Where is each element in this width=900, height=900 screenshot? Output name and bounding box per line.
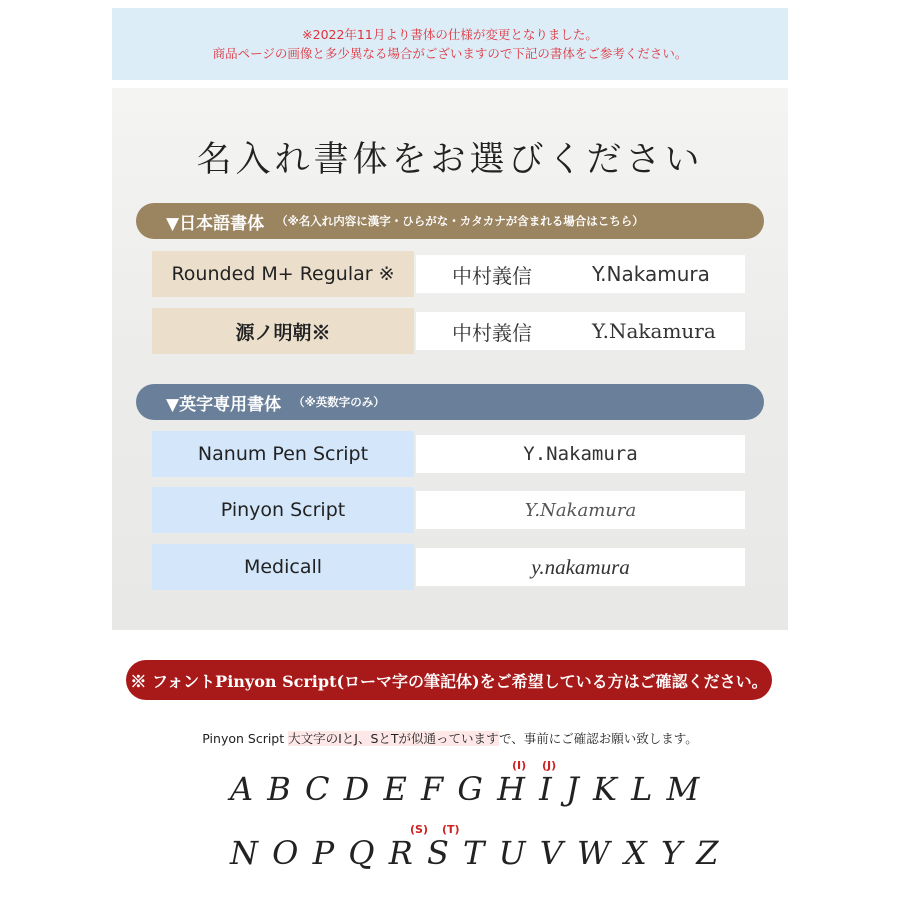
font-sample: Y.Nakamura <box>416 435 745 473</box>
notice-line-1: ※2022年11月より書体の仕様が変更となりました。 <box>302 27 598 42</box>
pinyon-warning-banner: ※ フォントPinyon Script(ローマ字の筆記体)をご希望している方はご確認ください。 <box>126 660 772 700</box>
font-name: Medicall <box>152 544 414 590</box>
spec-change-notice <box>112 8 788 80</box>
font-option-medicall[interactable] <box>152 544 748 590</box>
caption-prefix: Pinyon Script <box>202 731 289 746</box>
font-sample <box>416 312 745 350</box>
font-sample: y.nakamura <box>416 548 745 586</box>
sample-kanji: 中村義信 <box>452 320 532 345</box>
mark-t: (T) <box>442 823 460 836</box>
sample-roman: Y.Nakamura <box>592 319 716 343</box>
pinyon-caption <box>0 729 900 747</box>
font-option-rounded-mplus[interactable] <box>152 251 748 297</box>
english-font-note: （※英数字のみ） <box>293 395 385 409</box>
notice-line-2: 商品ページの画像と多少異なる場合がございますので下記の書体をご参考ください。 <box>212 46 688 61</box>
font-option-nanum-pen[interactable] <box>152 431 748 477</box>
alphabet-row-1: A B C D E F G H I J K L M <box>230 770 702 808</box>
font-sample <box>416 255 745 293</box>
font-name: 源ノ明朝※ <box>152 308 414 354</box>
japanese-font-header <box>136 203 764 239</box>
sample-roman: Y.Nakamura <box>592 262 710 286</box>
font-name: Nanum Pen Script <box>152 431 414 477</box>
font-option-pinyon-script[interactable] <box>152 487 748 533</box>
page-title: 名入れ書体をお選びください <box>196 140 704 180</box>
font-sample: Y.Nakamura <box>416 491 745 529</box>
sample-kanji: 中村義信 <box>452 263 532 288</box>
japanese-font-heading: ▼日本語書体 <box>166 213 265 234</box>
font-name: Rounded M+ Regular ※ <box>152 251 414 297</box>
english-font-header <box>136 384 764 420</box>
caption-suffix: で、事前にご確認お願い致します。 <box>498 731 698 746</box>
english-font-heading: ▼英字専用書体 <box>166 394 282 415</box>
font-name: Pinyon Script <box>152 487 414 533</box>
alphabet-row-2: N O P Q R S T U V W X Y Z <box>230 834 721 872</box>
mark-i: (I) <box>512 759 527 772</box>
japanese-font-note: （※名入れ内容に漢字・ひらがな・カタカナが含まれる場合はこちら） <box>276 214 644 228</box>
caption-highlight: 大文字のIとJ、SとTが似通っています <box>288 731 499 746</box>
mark-j: (J) <box>542 759 557 772</box>
mark-s: (S) <box>410 823 428 836</box>
font-option-genno-mincho[interactable] <box>152 308 748 354</box>
